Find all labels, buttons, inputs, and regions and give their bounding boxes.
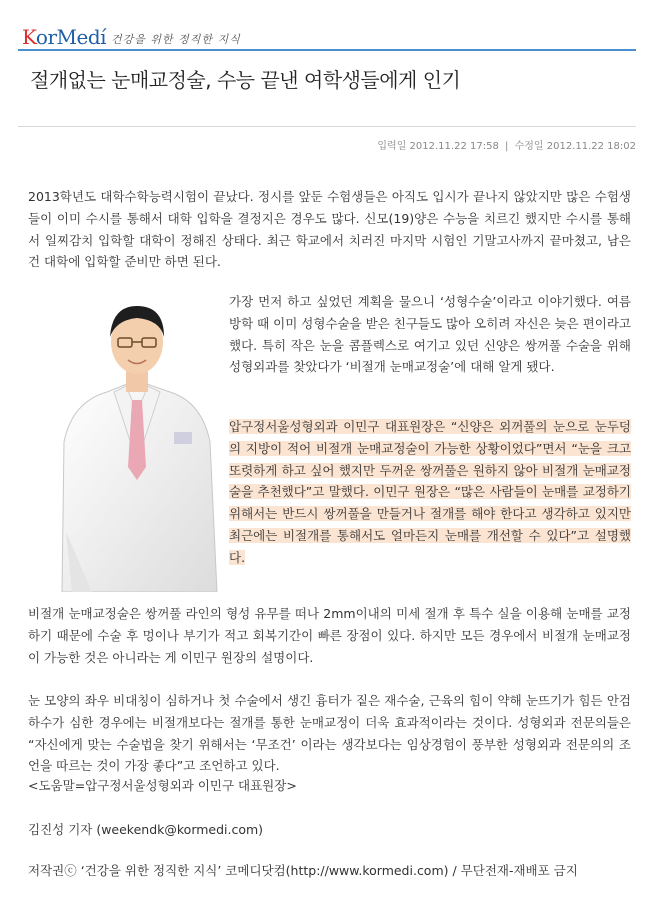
copyright-notice: 저작권ⓒ ‘건강을 위한 정직한 지식’ 코메디닷컴(http://www.kormedi.com) / 무단전재-재배포 금지 [28,863,578,878]
modified-date-label: 수정일 [514,141,544,152]
paragraph-1: 2013학년도 대학수학능력시험이 끝났다. 정시를 앞둔 수험생들은 아직도 입시가 끝나지 않았지만 많은 수험생들이 이미 수시를 통해서 대학 입학을 결정지은 경우도 많다. 신모(19)양은 수능을 치르긴 했지만 수시를 통해서 일찌감치 입학할 대학이 정해진 상태다. 최근 학교에서 치러진 마지막 시험인 기말고사까지 끝마쳤고, 남은 건 대학에 입학할 준비만 하면 된다. [28,189,631,270]
input-date-label: 입력일 [377,141,407,152]
source-caption: <도움말=압구정서울성형외과 이민구 대표원장> [28,778,297,793]
article-title: 절개없는 눈매교정술, 수능 끝낸 여학생들에게 인기 [30,68,461,92]
paragraph-2: 가장 먼저 하고 싶었던 계획을 물으니 ‘성형수술’이라고 이야기했다. 여름방학 때 이미 성형수술을 받은 친구들도 많아 오히려 자신은 늦은 편이라고 했다. 특히 작은 눈을 콤플렉스로 여기고 있던 신양은 쌍꺼풀 수술을 위해 성형외과를 찾았다가 ‘비절개 눈매교정술’에 대해 알게 됐다. [229,294,631,375]
site-header [0,0,654,50]
paragraph-3-quote [229,416,631,569]
site-tagline: 건강을 위한 정직한 지식 [111,33,241,46]
paragraph-5: 눈 모양의 좌우 비대칭이 심하거나 첫 수술에서 생긴 흉터가 짙은 재수술, 근육의 힘이 약해 눈뜨기가 힘든 안검하수가 심한 경우에는 비절개보다는 절개를 통한 눈매교정이 더욱 효과적이라는 것이다. 성형외과 전문의들은 “자신에게 맞는 수술법을 찾기 위해서는 ‘무조건’ 이라는 생각보다는 임상경험이 풍부한 성형외과 전문의의 조언을 따르는 것이 가장 좋다”고 조언하고 있다. [28,693,631,774]
paragraph-4: 비절개 눈매교정술은 쌍꺼풀 라인의 형성 유무를 떠나 2mm이내의 미세 절개 후 특수 실을 이용해 눈매를 교정하기 때문에 수술 후 멍이나 부기가 적고 회복기간이 빠른 장점이 있다. 하지만 모든 경우에서 비절개 눈매교정이 가능한 것은 아니라는 게 이민구 원장의 설명이다. [28,606,631,665]
kormedi-logo[interactable]: KorMedí [22,25,107,49]
doctor-photo [52,292,222,592]
title-divider [18,126,636,127]
author-byline: 김진성 기자 (weekendk@kormedi.com) [28,822,264,837]
highlighted-quote: 압구정서울성형외과 이민구 대표원장은 “신양은 외꺼풀의 눈으로 눈두덩의 지방이 적어 비절개 눈매교정술이 가능한 상황이었다”면서 “눈을 크고 또렷하게 하고 싶어 했지만 두꺼운 쌍꺼풀은 원하지 않아 비절개 눈매교정술을 추천했다”고 말했다. 이민구 원장은 “많은 사람들이 눈매를 교정하기 위해서는 반드시 쌍꺼풀을 만들거나 절개를 해야 한다고 생각하고 있지만 최근에는 비절개를 통해서도 얼마든지 눈매를 개선할 수 있다”고 설명했다. [229,419,631,565]
modified-date: 2012.11.22 18:02 [546,141,636,152]
date-separator: | [505,141,509,152]
header-divider [18,49,636,51]
article-dates [377,137,636,152]
input-date: 2012.11.22 17:58 [409,141,499,152]
